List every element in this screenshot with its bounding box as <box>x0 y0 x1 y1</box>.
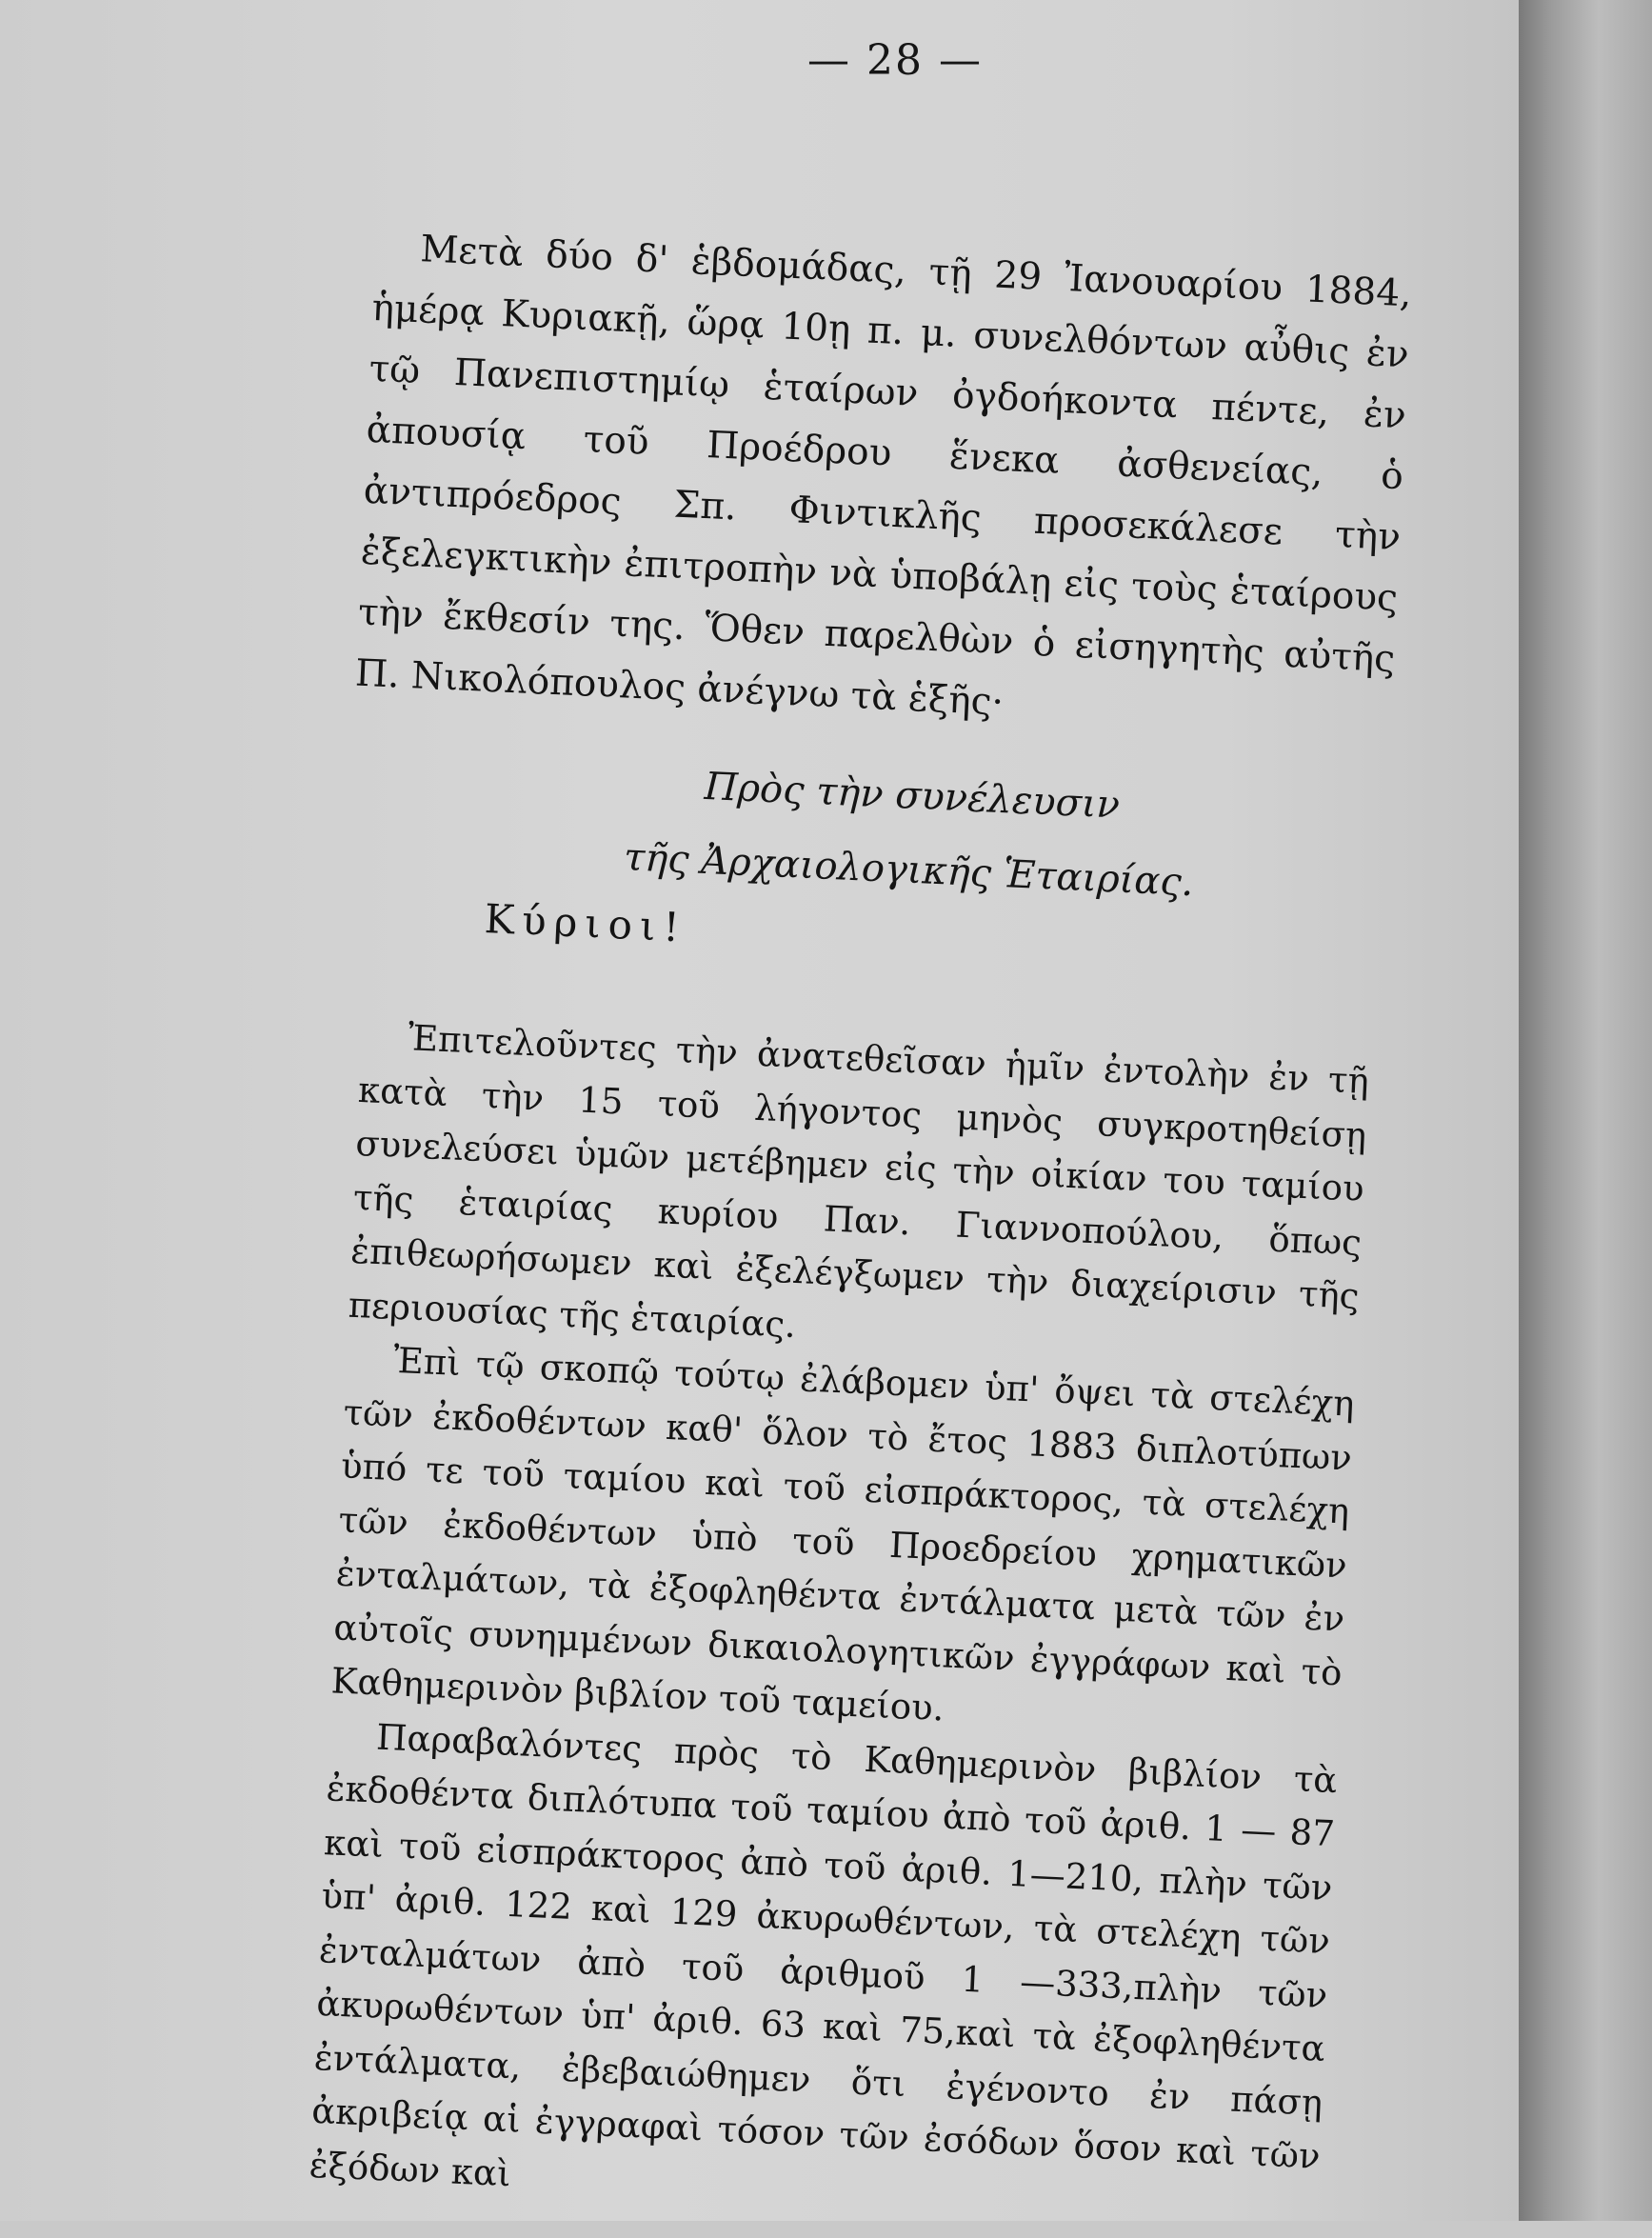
salutation: Κύριοι! <box>483 895 688 951</box>
heading-line-2: τῆς Ἀρχαιολογικῆς Ἑταιρίας. <box>623 835 1195 906</box>
heading-line-1: Πρὸς τὴν συνέλευσιν <box>703 764 1121 828</box>
body-paragraph: Ἐπιτελοῦντες τὴν ἀνατεθεῖσαν ἡμῖν ἐντολὴν ἐν τῇ κατὰ τὴν 15 τοῦ λήγοντος μηνὸς συγκροτηθείσῃ συνελεύσει ὑμῶν μετέβημεν εἰς τὴν οἰκίαν του ταμίου τῆς ἑταιρίας κυρίου Παν. Γιαννοπούλου, ὅπως ἐπιθεωρήσωμεν καὶ ἐξελέγξωμεν τὴν διαχείρισιν τῆς περιουσίας τῆς ἑταιρίας. <box>347 1017 1370 1346</box>
body-paragraph: Παραβαλόντες πρὸς τὸ Καθημερινὸν βιβλίον τὰ ἐκδοθέντα διπλότυπα τοῦ ταμίου ἀπὸ τοῦ ἀριθ. 1 — 87 καὶ τοῦ εἰσπράκτορος ἀπὸ τοῦ ἀριθ. 1—210, πλὴν τῶν ὑπ' ἀριθ. 122 καὶ 129 ἀκυρωθέντων, τὰ στελέχη τῶν ἐνταλμάτων ἀπὸ τοῦ ἀριθμοῦ 1 —333,πλὴν τῶν ἀκυρωθέντων ὑπ' ἀριθ. 63 καὶ 75,καὶ τὰ ἐξοφληθέντα ἐντάλματα, ἐβεβαιώθημεν ὅτι ἐγένοντο ἐν πάσῃ ἀκριβείᾳ αἱ ἐγγραφαὶ τόσον τῶν ἐσόδων ὅσον καὶ τῶν ἐξόδων καὶ <box>308 1716 1339 2194</box>
intro-section <box>354 217 1413 751</box>
report-body <box>309 1009 1370 2238</box>
page-number: — 28 — <box>807 36 983 85</box>
intro-paragraph: Μετὰ δύο δ' ἑβδομάδας, τῇ 29 Ἰανουαρίου 1884, ἡμέρᾳ Κυριακῇ, ὥρᾳ 10ῃ π. μ. συνελθόντων αὖθις ἐν τῷ Πανεπιστημίῳ ἑταίρων ὀγδοήκοντα πέντε, ἐν ἀπουσίᾳ τοῦ Προέδρου ἕνεκα ἀσθενείας, ὁ ἀντιπρόεδρος Σπ. Φιντικλῆς προσεκάλεσε τὴν ἐξελεγκτικὴν ἐπιτροπὴν νὰ ὑποβάλῃ εἰς τοὺς ἑταίρους τὴν ἔκθεσίν της. Ὅθεν παρελθὼν ὁ εἰσηγητὴς αὐτῆς Π. Νικολόπουλος ἀνέγνω τὰ ἑξῆς· <box>354 228 1413 725</box>
body-paragraph: Ἐπὶ τῷ σκοπῷ τούτῳ ἐλάβομεν ὑπ' ὄψει τὰ στελέχη τῶν ἐκδοθέντων καθ' ὅλον τὸ ἔτος 1883 διπλοτύπων ὑπό τε τοῦ ταμίου καὶ τοῦ εἰσπράκτορος, τὰ στελέχη τῶν ἐκδοθέντων ὑπὸ τοῦ Προεδρείου χρηματικῶν ἐνταλμάτων, τὰ ἐξοφληθέντα ἐντάλματα μετὰ τῶν ἐν αὐτοῖς συνημμένων δικαιολογητικῶν ἐγγράφων καὶ τὸ Καθημερινὸν βιβλίον τοῦ ταμείου. <box>330 1339 1356 1729</box>
book-edge <box>1519 0 1652 2221</box>
